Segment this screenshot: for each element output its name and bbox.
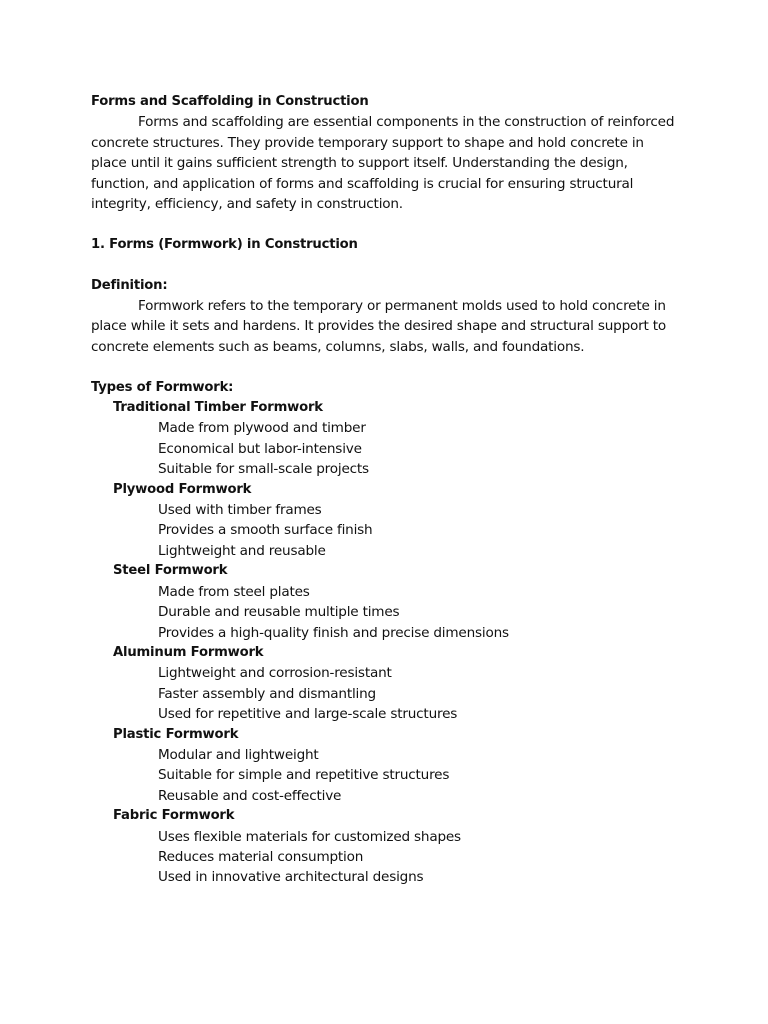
- formwork-type-items: [91, 663, 676, 724]
- definition-label: Definition:: [91, 277, 168, 293]
- list-item: Used for repetitive and large-scale structures: [158, 706, 458, 723]
- formwork-type-items: [91, 745, 676, 806]
- formwork-type: [91, 561, 676, 643]
- list-item: Durable and reusable multiple times: [158, 604, 400, 621]
- list-item: Lightweight and reusable: [158, 542, 326, 559]
- list-item: Used with timber frames: [158, 502, 322, 519]
- formwork-type-items: [91, 827, 676, 888]
- list-item: Suitable for simple and repetitive structures: [158, 767, 450, 784]
- formwork-type-title: Aluminum Formwork: [113, 644, 264, 660]
- list-item: Reduces material consumption: [158, 848, 364, 865]
- list-item: Economical but labor-intensive: [158, 440, 362, 457]
- list-item: Provides a high-quality finish and precise dimensions: [158, 624, 509, 641]
- formwork-type: [91, 806, 676, 888]
- list-item: Uses flexible materials for customized shapes: [158, 828, 461, 845]
- list-item: Used in innovative architectural designs: [158, 869, 424, 886]
- formwork-type-title: Plywood Formwork: [113, 481, 252, 497]
- intro-paragraph: Forms and scaffolding are essential components in the construction of reinforced concrete structures. They provide temporary support to shape and hold concrete in place until it gains sufficient strength to support itself. Understanding the design, function, and application of forms and scaffolding is crucial for ensuring structural integrity, efficiency, and safety in construction.: [91, 114, 675, 213]
- formwork-type-title: Fabric Formwork: [113, 808, 235, 824]
- formwork-type: [91, 643, 676, 725]
- types-label: Types of Formwork:: [91, 379, 234, 395]
- formwork-type-title: Traditional Timber Formwork: [113, 400, 323, 416]
- document-title: Forms and Scaffolding in Construction: [91, 94, 369, 109]
- definition-paragraph: Formwork refers to the temporary or permanent molds used to hold concrete in place while it sets and hardens. It provides the desired shape and structural support to concrete elements such as beams, columns, slabs, walls, and foundations.: [91, 298, 667, 355]
- document-page: [91, 92, 676, 888]
- formwork-types-list: [91, 398, 676, 888]
- formwork-type-title: Plastic Formwork: [113, 726, 239, 742]
- list-item: Reusable and cost-effective: [158, 787, 342, 804]
- formwork-type: [91, 725, 676, 807]
- formwork-type-title: Steel Formwork: [113, 563, 228, 579]
- formwork-type: [91, 398, 676, 480]
- list-item: Lightweight and corrosion-resistant: [158, 665, 392, 682]
- spacer: [91, 357, 676, 377]
- formwork-type-items: [91, 500, 676, 561]
- formwork-type-items: [91, 582, 676, 643]
- list-item: Suitable for small-scale projects: [158, 461, 369, 478]
- list-item: Made from steel plates: [158, 583, 310, 600]
- formwork-type-items: [91, 418, 676, 479]
- spacer: [91, 214, 676, 234]
- formwork-type: [91, 480, 676, 562]
- list-item: Faster assembly and dismantling: [158, 685, 376, 702]
- list-item: Provides a smooth surface finish: [158, 522, 373, 539]
- spacer: [91, 255, 676, 275]
- section-heading: 1. Forms (Formwork) in Construction: [91, 236, 358, 252]
- list-item: Modular and lightweight: [158, 746, 319, 763]
- list-item: Made from plywood and timber: [158, 420, 366, 437]
